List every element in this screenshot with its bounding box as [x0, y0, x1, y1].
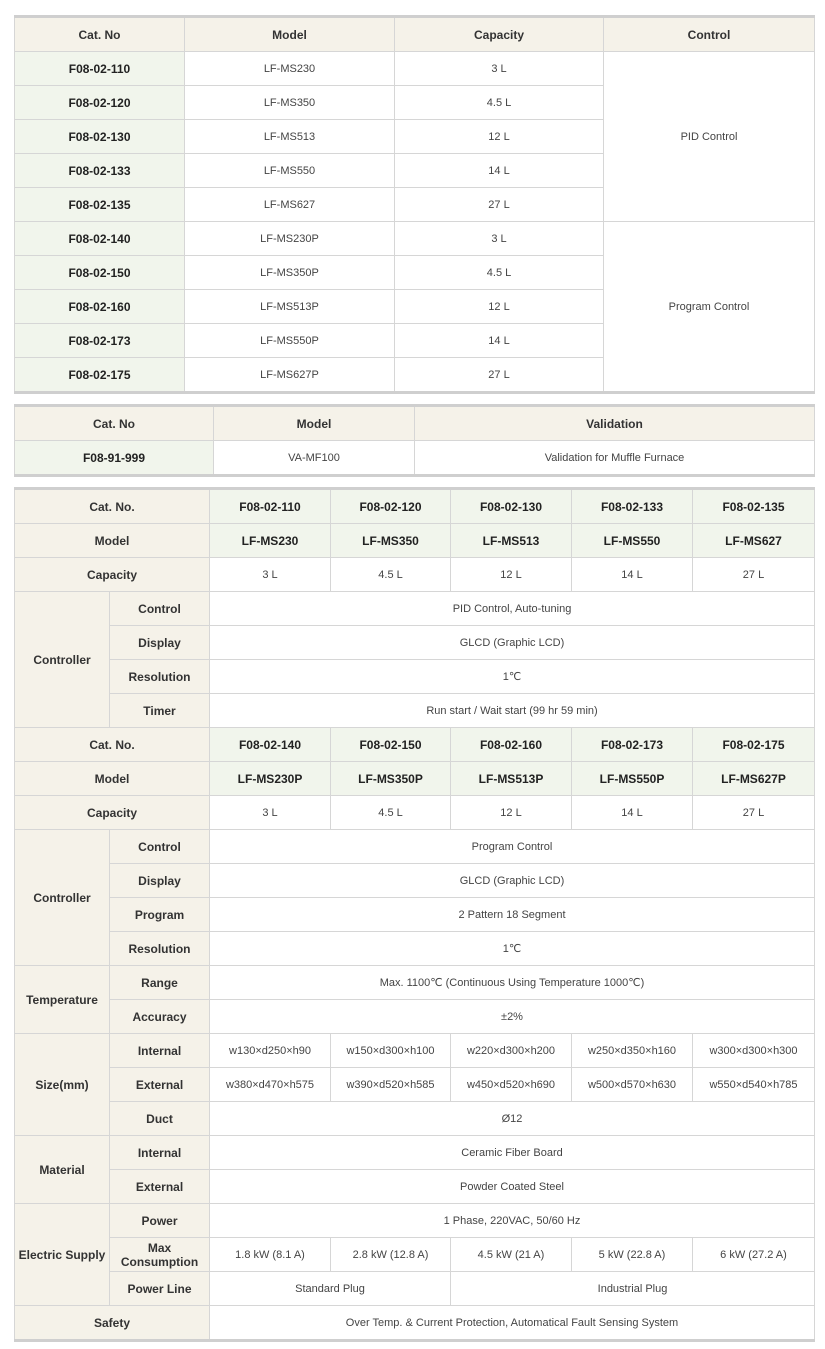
row-label: Resolution	[110, 660, 210, 694]
model-cell: LF-MS513P	[185, 290, 395, 324]
model-cell: LF-MS230	[210, 524, 331, 558]
row-label: Safety	[15, 1306, 210, 1341]
spec-value: Max. 1100℃ (Continuous Using Temperature 1000℃)	[210, 966, 815, 1000]
row-label: Capacity	[15, 558, 210, 592]
validation-cell: Validation for Muffle Furnace	[415, 441, 815, 476]
header-cell: Cat. No	[15, 406, 214, 441]
row-label: Max Consumption	[110, 1238, 210, 1272]
spec-row-capacity	[15, 796, 815, 830]
spec-value: 1℃	[210, 660, 815, 694]
capacity-cell: 12 L	[395, 290, 604, 324]
model-cell: LF-MS550	[572, 524, 693, 558]
row-label: Internal	[110, 1034, 210, 1068]
model-cell: LF-MS513P	[451, 762, 572, 796]
spec-value: w250×d350×h160	[572, 1034, 693, 1068]
cat-no-cell: F08-02-135	[15, 188, 185, 222]
model-cell: LF-MS627P	[693, 762, 815, 796]
model-cell: LF-MS513	[451, 524, 572, 558]
cat-no-cell: F08-02-110	[210, 489, 331, 524]
spec-value: 1.8 kW (8.1 A)	[210, 1238, 331, 1272]
spec-value: w130×d250×h90	[210, 1034, 331, 1068]
spec-row-program	[15, 898, 815, 932]
capacity-cell: 14 L	[572, 558, 693, 592]
spec-row-cat-no	[15, 728, 815, 762]
spec-row-control	[15, 830, 815, 864]
spec-value: w550×d540×h785	[693, 1068, 815, 1102]
spec-row-display	[15, 626, 815, 660]
cat-no-cell: F08-02-173	[572, 728, 693, 762]
row-label: Model	[15, 762, 210, 796]
capacity-cell: 4.5 L	[395, 86, 604, 120]
capacity-cell: 27 L	[693, 558, 815, 592]
spec-value: Powder Coated Steel	[210, 1170, 815, 1204]
capacity-cell: 12 L	[395, 120, 604, 154]
capacity-cell: 12 L	[451, 796, 572, 830]
spec-value: w220×d300×h200	[451, 1034, 572, 1068]
row-label: Power	[110, 1204, 210, 1238]
cat-no-cell: F08-02-110	[15, 52, 185, 86]
group-label-material: Material	[15, 1136, 110, 1204]
row-label: Capacity	[15, 796, 210, 830]
cat-no-cell: F08-02-140	[15, 222, 185, 256]
header-cell: Control	[604, 17, 815, 52]
spec-row-max-consumption	[15, 1238, 815, 1272]
row-label: Power Line	[110, 1272, 210, 1306]
row-label: External	[110, 1170, 210, 1204]
model-cell: LF-MS550P	[185, 324, 395, 358]
cat-no-cell: F08-02-150	[15, 256, 185, 290]
spec-value: w150×d300×h100	[331, 1034, 451, 1068]
spec-value: Run start / Wait start (99 hr 59 min)	[210, 694, 815, 728]
spec-row-resolution	[15, 932, 815, 966]
model-cell: LF-MS230P	[185, 222, 395, 256]
cat-no-cell: F08-02-173	[15, 324, 185, 358]
spec-row-resolution	[15, 660, 815, 694]
catalog-table	[14, 15, 815, 394]
group-label-temperature: Temperature	[15, 966, 110, 1034]
model-cell: LF-MS627P	[185, 358, 395, 393]
spec-value: 1 Phase, 220VAC, 50/60 Hz	[210, 1204, 815, 1238]
row-label: Duct	[110, 1102, 210, 1136]
spec-row-range	[15, 966, 815, 1000]
spec-value: 6 kW (27.2 A)	[693, 1238, 815, 1272]
cat-no-cell: F08-02-130	[15, 120, 185, 154]
model-cell: LF-MS350	[185, 86, 395, 120]
capacity-cell: 27 L	[395, 358, 604, 393]
row-label: Internal	[110, 1136, 210, 1170]
cat-no-cell: F08-02-175	[15, 358, 185, 393]
group-label-controller: Controller	[15, 830, 110, 966]
model-cell: LF-MS550P	[572, 762, 693, 796]
cat-no-cell: F08-02-160	[451, 728, 572, 762]
capacity-cell: 12 L	[451, 558, 572, 592]
spec-value: Ceramic Fiber Board	[210, 1136, 815, 1170]
spec-row-material-external	[15, 1170, 815, 1204]
capacity-cell: 14 L	[395, 324, 604, 358]
header-cell: Capacity	[395, 17, 604, 52]
model-cell: LF-MS627	[185, 188, 395, 222]
capacity-cell: 27 L	[693, 796, 815, 830]
row-label: External	[110, 1068, 210, 1102]
row-label: Accuracy	[110, 1000, 210, 1034]
spec-value: GLCD (Graphic LCD)	[210, 864, 815, 898]
row-label: Cat. No.	[15, 728, 210, 762]
spec-value: Over Temp. & Current Protection, Automatical Fault Sensing System	[210, 1306, 815, 1341]
cat-no-cell: F08-91-999	[15, 441, 214, 476]
spec-row-accuracy	[15, 1000, 815, 1034]
validation-table	[14, 404, 815, 477]
model-cell: LF-MS350P	[331, 762, 451, 796]
spec-row-power-line	[15, 1272, 815, 1306]
spec-value: ±2%	[210, 1000, 815, 1034]
capacity-cell: 3 L	[210, 558, 331, 592]
spec-value: GLCD (Graphic LCD)	[210, 626, 815, 660]
table-row	[15, 222, 815, 256]
row-label: Display	[110, 626, 210, 660]
model-cell: LF-MS230P	[210, 762, 331, 796]
model-cell: LF-MS230	[185, 52, 395, 86]
group-label-controller: Controller	[15, 592, 110, 728]
row-label: Control	[110, 830, 210, 864]
cat-no-cell: F08-02-135	[693, 489, 815, 524]
group-label-electric: Electric Supply	[15, 1204, 110, 1306]
row-label: Resolution	[110, 932, 210, 966]
model-cell: LF-MS350P	[185, 256, 395, 290]
spec-row-capacity	[15, 558, 815, 592]
row-label: Model	[15, 524, 210, 558]
capacity-cell: 4.5 L	[395, 256, 604, 290]
cat-no-cell: F08-02-150	[331, 728, 451, 762]
header-cell: Cat. No	[15, 17, 185, 52]
cat-no-cell: F08-02-120	[15, 86, 185, 120]
row-label: Program	[110, 898, 210, 932]
control-cell: PID Control	[604, 52, 815, 222]
capacity-cell: 3 L	[395, 222, 604, 256]
spec-value: 2 Pattern 18 Segment	[210, 898, 815, 932]
capacity-cell: 3 L	[395, 52, 604, 86]
spec-value: w390×d520×h585	[331, 1068, 451, 1102]
table-row	[15, 441, 815, 476]
cat-no-cell: F08-02-160	[15, 290, 185, 324]
model-cell: LF-MS627	[693, 524, 815, 558]
spec-value: 4.5 kW (21 A)	[451, 1238, 572, 1272]
header-cell: Model	[185, 17, 395, 52]
row-label: Control	[110, 592, 210, 626]
spec-row-size-external	[15, 1068, 815, 1102]
table-row	[15, 52, 815, 86]
spec-row-safety	[15, 1306, 815, 1341]
spec-value: w450×d520×h690	[451, 1068, 572, 1102]
spec-row-model	[15, 524, 815, 558]
spec-table	[14, 487, 815, 1342]
spec-value: 1℃	[210, 932, 815, 966]
capacity-cell: 3 L	[210, 796, 331, 830]
model-cell: LF-MS350	[331, 524, 451, 558]
spec-value: Ø12	[210, 1102, 815, 1136]
spec-row-cat-no	[15, 489, 815, 524]
spec-value: Standard Plug	[210, 1272, 451, 1306]
spec-value: w300×d300×h300	[693, 1034, 815, 1068]
row-label: Timer	[110, 694, 210, 728]
cat-no-cell: F08-02-133	[572, 489, 693, 524]
row-label: Cat. No.	[15, 489, 210, 524]
spec-row-timer	[15, 694, 815, 728]
spec-value: w380×d470×h575	[210, 1068, 331, 1102]
spec-value: 2.8 kW (12.8 A)	[331, 1238, 451, 1272]
model-cell: VA-MF100	[214, 441, 415, 476]
row-label: Range	[110, 966, 210, 1000]
table-header-row	[15, 406, 815, 441]
capacity-cell: 4.5 L	[331, 558, 451, 592]
cat-no-cell: F08-02-120	[331, 489, 451, 524]
cat-no-cell: F08-02-175	[693, 728, 815, 762]
header-cell: Model	[214, 406, 415, 441]
spec-row-model	[15, 762, 815, 796]
spec-value: w500×d570×h630	[572, 1068, 693, 1102]
cat-no-cell: F08-02-140	[210, 728, 331, 762]
spec-row-size-internal	[15, 1034, 815, 1068]
capacity-cell: 4.5 L	[331, 796, 451, 830]
spec-row-control	[15, 592, 815, 626]
spec-value: PID Control, Auto-tuning	[210, 592, 815, 626]
capacity-cell: 27 L	[395, 188, 604, 222]
spec-value: 5 kW (22.8 A)	[572, 1238, 693, 1272]
control-cell: Program Control	[604, 222, 815, 393]
table-header-row	[15, 17, 815, 52]
capacity-cell: 14 L	[572, 796, 693, 830]
model-cell: LF-MS513	[185, 120, 395, 154]
cat-no-cell: F08-02-133	[15, 154, 185, 188]
model-cell: LF-MS550	[185, 154, 395, 188]
header-cell: Validation	[415, 406, 815, 441]
cat-no-cell: F08-02-130	[451, 489, 572, 524]
row-label: Display	[110, 864, 210, 898]
capacity-cell: 14 L	[395, 154, 604, 188]
spec-row-duct	[15, 1102, 815, 1136]
spec-row-power	[15, 1204, 815, 1238]
spec-row-display	[15, 864, 815, 898]
spec-row-material-internal	[15, 1136, 815, 1170]
group-label-size: Size(mm)	[15, 1034, 110, 1136]
spec-value: Program Control	[210, 830, 815, 864]
spec-value: Industrial Plug	[451, 1272, 815, 1306]
